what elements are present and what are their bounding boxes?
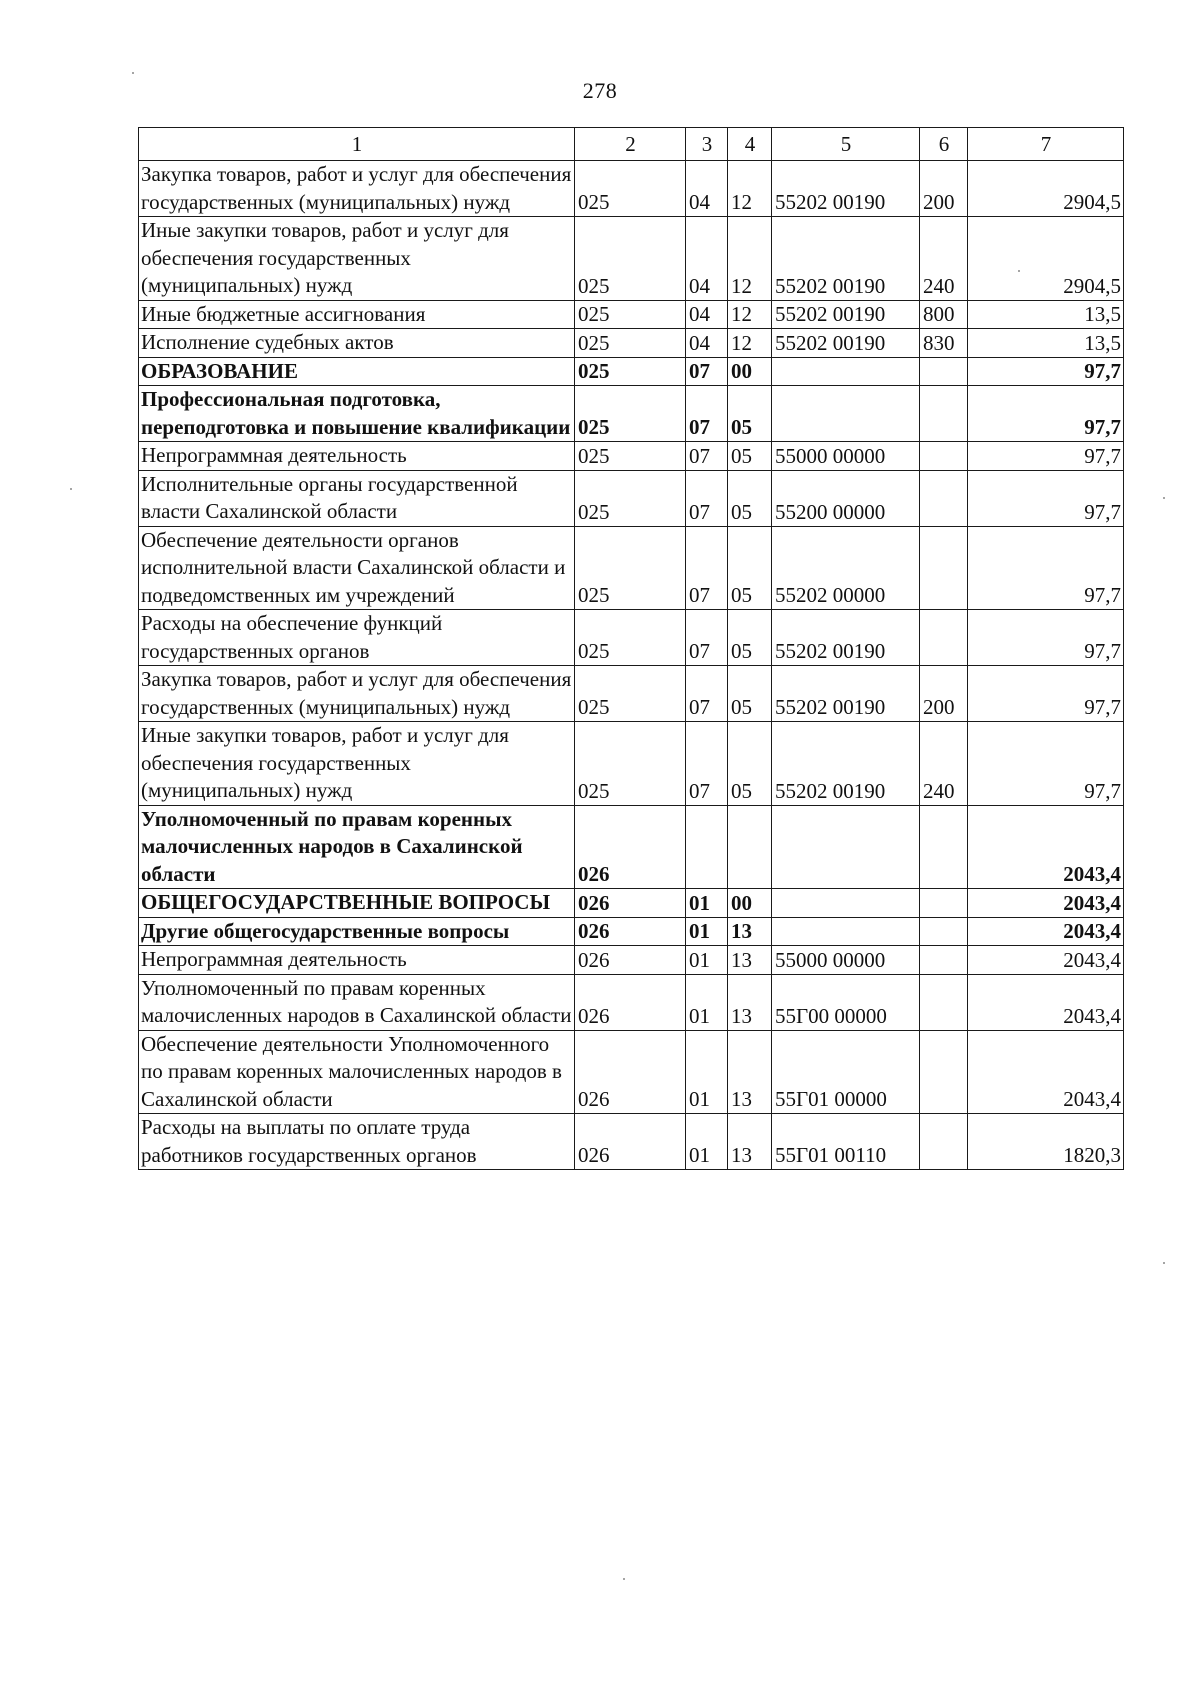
header-cell: 7 bbox=[968, 128, 1124, 161]
row-name-cell: Другие общегосударственные вопросы bbox=[139, 917, 575, 946]
section-cell: 01 bbox=[686, 1114, 728, 1170]
admin-code-cell: 026 bbox=[575, 946, 686, 975]
subsection-cell: 05 bbox=[728, 610, 772, 666]
target-article-cell: 55200 00000 bbox=[772, 470, 920, 526]
section-cell: 04 bbox=[686, 161, 728, 217]
target-article-cell bbox=[772, 357, 920, 386]
table-row bbox=[139, 300, 1124, 329]
target-article-cell bbox=[772, 917, 920, 946]
row-name-cell: Обеспечение деятельности Уполномоченного по правам коренных малочисленных народов в Сахалинской области bbox=[139, 1030, 575, 1114]
expense-type-cell bbox=[920, 470, 968, 526]
amount-cell: 97,7 bbox=[968, 357, 1124, 386]
amount-cell: 97,7 bbox=[968, 442, 1124, 471]
table-row bbox=[139, 805, 1124, 889]
admin-code-cell: 025 bbox=[575, 526, 686, 610]
expense-type-cell bbox=[920, 1030, 968, 1114]
subsection-cell: 05 bbox=[728, 666, 772, 722]
admin-code-cell: 025 bbox=[575, 300, 686, 329]
scan-speck bbox=[623, 1578, 625, 1580]
header-cell: 1 bbox=[139, 128, 575, 161]
expense-type-cell bbox=[920, 805, 968, 889]
row-name-cell: Уполномоченный по правам коренных малочисленных народов в Сахалинской области bbox=[139, 805, 575, 889]
amount-cell: 13,5 bbox=[968, 329, 1124, 358]
admin-code-cell: 025 bbox=[575, 442, 686, 471]
section-cell: 01 bbox=[686, 917, 728, 946]
subsection-cell: 05 bbox=[728, 442, 772, 471]
admin-code-cell: 026 bbox=[575, 917, 686, 946]
subsection-cell: 12 bbox=[728, 300, 772, 329]
subsection-cell: 13 bbox=[728, 974, 772, 1030]
row-name-cell: Иные бюджетные ассигнования bbox=[139, 300, 575, 329]
target-article-cell: 55202 00190 bbox=[772, 217, 920, 301]
amount-cell: 97,7 bbox=[968, 610, 1124, 666]
amount-cell: 2043,4 bbox=[968, 917, 1124, 946]
row-name-cell: Исполнительные органы государственной власти Сахалинской области bbox=[139, 470, 575, 526]
amount-cell: 2043,4 bbox=[968, 946, 1124, 975]
section-cell: 01 bbox=[686, 974, 728, 1030]
section-cell: 01 bbox=[686, 946, 728, 975]
admin-code-cell: 026 bbox=[575, 889, 686, 918]
section-cell: 04 bbox=[686, 329, 728, 358]
target-article-cell: 55202 00190 bbox=[772, 610, 920, 666]
row-name-cell: Закупка товаров, работ и услуг для обеспечения государственных (муниципальных) нужд bbox=[139, 161, 575, 217]
expense-type-cell: 200 bbox=[920, 666, 968, 722]
row-name-cell: Непрограммная деятельность bbox=[139, 946, 575, 975]
subsection-cell: 05 bbox=[728, 470, 772, 526]
admin-code-cell: 025 bbox=[575, 470, 686, 526]
table-row bbox=[139, 470, 1124, 526]
target-article-cell: 55Г01 00110 bbox=[772, 1114, 920, 1170]
table-body bbox=[139, 128, 1124, 1170]
table-row bbox=[139, 329, 1124, 358]
expense-type-cell bbox=[920, 889, 968, 918]
table-row bbox=[139, 666, 1124, 722]
section-cell: 07 bbox=[686, 610, 728, 666]
section-cell: 07 bbox=[686, 442, 728, 471]
expense-type-cell bbox=[920, 442, 968, 471]
admin-code-cell: 025 bbox=[575, 722, 686, 806]
admin-code-cell: 025 bbox=[575, 357, 686, 386]
amount-cell: 97,7 bbox=[968, 386, 1124, 442]
row-name-cell: Профессиональная подготовка, переподготовка и повышение квалификации bbox=[139, 386, 575, 442]
row-name-cell: Непрограммная деятельность bbox=[139, 442, 575, 471]
row-name-cell: ОБЩЕГОСУДАРСТВЕННЫЕ ВОПРОСЫ bbox=[139, 889, 575, 918]
expense-type-cell bbox=[920, 1114, 968, 1170]
row-name-cell: Исполнение судебных актов bbox=[139, 329, 575, 358]
table-row bbox=[139, 889, 1124, 918]
target-article-cell: 55000 00000 bbox=[772, 946, 920, 975]
subsection-cell: 05 bbox=[728, 386, 772, 442]
amount-cell: 2043,4 bbox=[968, 805, 1124, 889]
amount-cell: 13,5 bbox=[968, 300, 1124, 329]
target-article-cell: 55202 00190 bbox=[772, 722, 920, 806]
page-number: 278 bbox=[582, 78, 618, 103]
target-article-cell: 55Г01 00000 bbox=[772, 1030, 920, 1114]
header-row bbox=[139, 128, 1124, 161]
row-name-cell: ОБРАЗОВАНИЕ bbox=[139, 357, 575, 386]
row-name-cell: Расходы на обеспечение функций государственных органов bbox=[139, 610, 575, 666]
expense-type-cell: 830 bbox=[920, 329, 968, 358]
scan-speck bbox=[1018, 270, 1020, 272]
amount-cell: 2043,4 bbox=[968, 889, 1124, 918]
row-name-cell: Обеспечение деятельности органов исполнительной власти Сахалинской области и подведомственных им учреждений bbox=[139, 526, 575, 610]
section-cell: 04 bbox=[686, 217, 728, 301]
row-name-cell: Иные закупки товаров, работ и услуг для обеспечения государственных (муниципальных) нужд bbox=[139, 722, 575, 806]
expense-type-cell: 240 bbox=[920, 217, 968, 301]
expense-type-cell bbox=[920, 526, 968, 610]
target-article-cell: 55202 00000 bbox=[772, 526, 920, 610]
subsection-cell: 13 bbox=[728, 1114, 772, 1170]
target-article-cell: 55000 00000 bbox=[772, 442, 920, 471]
target-article-cell: 55202 00190 bbox=[772, 666, 920, 722]
row-name-cell: Иные закупки товаров, работ и услуг для обеспечения государственных (муниципальных) нужд bbox=[139, 217, 575, 301]
target-article-cell bbox=[772, 386, 920, 442]
table-row bbox=[139, 442, 1124, 471]
admin-code-cell: 025 bbox=[575, 666, 686, 722]
expense-type-cell bbox=[920, 357, 968, 386]
header-cell: 4 bbox=[728, 128, 772, 161]
amount-cell: 2904,5 bbox=[968, 161, 1124, 217]
section-cell: 07 bbox=[686, 526, 728, 610]
header-cell: 3 bbox=[686, 128, 728, 161]
subsection-cell: 13 bbox=[728, 917, 772, 946]
amount-cell: 2904,5 bbox=[968, 217, 1124, 301]
subsection-cell: 12 bbox=[728, 161, 772, 217]
amount-cell: 97,7 bbox=[968, 666, 1124, 722]
section-cell: 07 bbox=[686, 470, 728, 526]
target-article-cell: 55202 00190 bbox=[772, 161, 920, 217]
admin-code-cell: 025 bbox=[575, 217, 686, 301]
target-article-cell bbox=[772, 805, 920, 889]
expense-type-cell: 240 bbox=[920, 722, 968, 806]
table-row bbox=[139, 946, 1124, 975]
expense-type-cell: 200 bbox=[920, 161, 968, 217]
subsection-cell bbox=[728, 805, 772, 889]
section-cell: 01 bbox=[686, 889, 728, 918]
expense-type-cell bbox=[920, 946, 968, 975]
row-name-cell: Закупка товаров, работ и услуг для обеспечения государственных (муниципальных) нужд bbox=[139, 666, 575, 722]
admin-code-cell: 025 bbox=[575, 329, 686, 358]
section-cell: 07 bbox=[686, 722, 728, 806]
subsection-cell: 05 bbox=[728, 526, 772, 610]
expense-type-cell: 800 bbox=[920, 300, 968, 329]
admin-code-cell: 026 bbox=[575, 1114, 686, 1170]
scan-speck bbox=[1163, 1262, 1165, 1264]
admin-code-cell: 025 bbox=[575, 610, 686, 666]
row-name-cell: Уполномоченный по правам коренных малочисленных народов в Сахалинской области bbox=[139, 974, 575, 1030]
subsection-cell: 12 bbox=[728, 217, 772, 301]
section-cell: 07 bbox=[686, 357, 728, 386]
header-cell: 2 bbox=[575, 128, 686, 161]
table-row bbox=[139, 974, 1124, 1030]
subsection-cell: 05 bbox=[728, 722, 772, 806]
amount-cell: 1820,3 bbox=[968, 1114, 1124, 1170]
table-row bbox=[139, 386, 1124, 442]
subsection-cell: 00 bbox=[728, 889, 772, 918]
subsection-cell: 12 bbox=[728, 329, 772, 358]
row-name-cell: Расходы на выплаты по оплате труда работников государственных органов bbox=[139, 1114, 575, 1170]
admin-code-cell: 025 bbox=[575, 386, 686, 442]
table-row bbox=[139, 217, 1124, 301]
amount-cell: 97,7 bbox=[968, 526, 1124, 610]
amount-cell: 97,7 bbox=[968, 470, 1124, 526]
admin-code-cell: 026 bbox=[575, 1030, 686, 1114]
section-cell: 01 bbox=[686, 1030, 728, 1114]
subsection-cell: 13 bbox=[728, 1030, 772, 1114]
expense-type-cell bbox=[920, 974, 968, 1030]
table-row bbox=[139, 526, 1124, 610]
table-row bbox=[139, 917, 1124, 946]
expense-type-cell bbox=[920, 610, 968, 666]
target-article-cell bbox=[772, 889, 920, 918]
header-cell: 6 bbox=[920, 128, 968, 161]
section-cell: 04 bbox=[686, 300, 728, 329]
table-row bbox=[139, 1114, 1124, 1170]
scan-speck bbox=[1163, 497, 1165, 499]
table-row bbox=[139, 161, 1124, 217]
amount-cell: 2043,4 bbox=[968, 974, 1124, 1030]
target-article-cell: 55202 00190 bbox=[772, 329, 920, 358]
section-cell: 07 bbox=[686, 666, 728, 722]
table-row bbox=[139, 1030, 1124, 1114]
table-row bbox=[139, 357, 1124, 386]
scan-speck bbox=[132, 72, 134, 74]
table-row bbox=[139, 722, 1124, 806]
subsection-cell: 13 bbox=[728, 946, 772, 975]
admin-code-cell: 025 bbox=[575, 161, 686, 217]
admin-code-cell: 026 bbox=[575, 974, 686, 1030]
header-cell: 5 bbox=[772, 128, 920, 161]
budget-table bbox=[138, 127, 1124, 1170]
expense-type-cell bbox=[920, 917, 968, 946]
section-cell: 07 bbox=[686, 386, 728, 442]
amount-cell: 2043,4 bbox=[968, 1030, 1124, 1114]
section-cell bbox=[686, 805, 728, 889]
subsection-cell: 00 bbox=[728, 357, 772, 386]
target-article-cell: 55Г00 00000 bbox=[772, 974, 920, 1030]
scan-speck bbox=[70, 488, 72, 490]
amount-cell: 97,7 bbox=[968, 722, 1124, 806]
table-row bbox=[139, 610, 1124, 666]
target-article-cell: 55202 00190 bbox=[772, 300, 920, 329]
admin-code-cell: 026 bbox=[575, 805, 686, 889]
expense-type-cell bbox=[920, 386, 968, 442]
